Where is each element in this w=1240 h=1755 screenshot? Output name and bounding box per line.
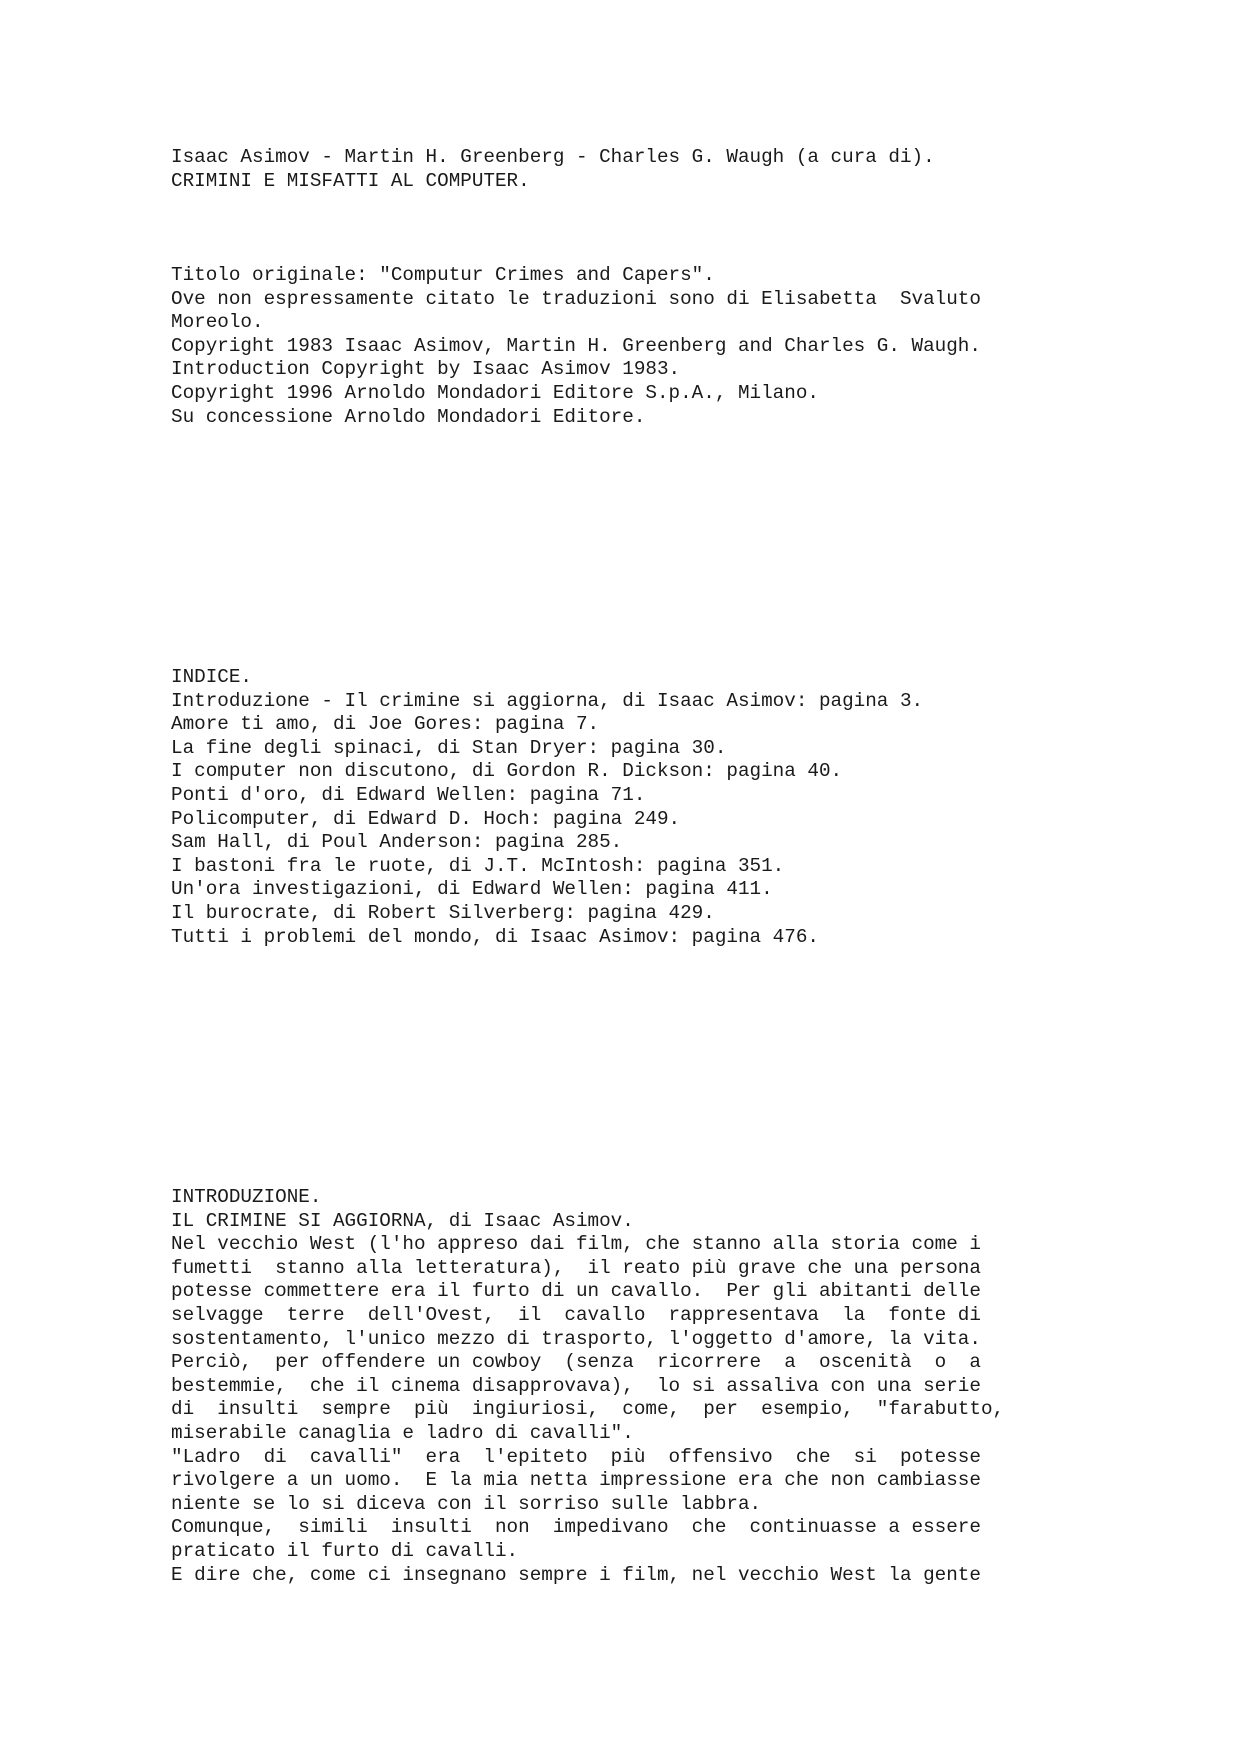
index-entry: I computer non discutono, di Gordon R. Dickson: pagina 40. bbox=[171, 760, 843, 783]
body-text-line: rivolgere a un uomo. E la mia netta impressione era che non cambiasse bbox=[171, 1469, 981, 1492]
body-text-line: di insulti sempre più ingiuriosi, come, per esempio, "farabutto, bbox=[171, 1398, 1005, 1421]
body-text-line: E dire che, come ci insegnano sempre i film, nel vecchio West la gente bbox=[171, 1563, 981, 1586]
body-text-line: potesse commettere era il furto di un cavallo. Per gli abitanti delle bbox=[171, 1280, 981, 1303]
translation-credit-line2: Moreolo. bbox=[171, 311, 264, 334]
body-text-line: niente se lo si diceva con il sorriso sulle labbra. bbox=[171, 1492, 762, 1515]
introduction-heading: INTRODUZIONE. bbox=[171, 1186, 322, 1208]
body-text-line: fumetti stanno alla letteratura), il reato più grave che una persona bbox=[171, 1256, 981, 1279]
book-title: CRIMINI E MISFATTI AL COMPUTER. bbox=[171, 169, 530, 192]
body-text-line: selvagge terre dell'Ovest, il cavallo rappresentava la fonte di bbox=[171, 1303, 981, 1326]
translation-credit-line1: Ove non espressamente citato le traduzioni sono di Elisabetta Svaluto bbox=[171, 287, 981, 310]
body-text-line: miserabile canaglia e ladro di cavalli". bbox=[171, 1421, 634, 1444]
index-entry: I bastoni fra le ruote, di J.T. McIntosh: pagina 351. bbox=[171, 854, 785, 877]
body-text-line: "Ladro di cavalli" era l'epiteto più offensivo che si potesse bbox=[171, 1445, 981, 1468]
original-title: Titolo originale: "Computur Crimes and Capers". bbox=[171, 264, 715, 286]
index-intro-entry: Introduzione - Il crimine si aggiorna, di Isaac Asimov: pagina 3. bbox=[171, 689, 924, 712]
concession-line: Su concessione Arnoldo Mondadori Editore. bbox=[171, 405, 646, 428]
body-text-line: sostentamento, l'unico mezzo di trasporto, l'oggetto d'amore, la vita. bbox=[171, 1327, 981, 1350]
index-heading: INDICE. bbox=[171, 666, 252, 688]
credits-section bbox=[171, 264, 1061, 429]
copyright-line1: Copyright 1983 Isaac Asimov, Martin H. Greenberg and Charles G. Waugh. bbox=[171, 334, 981, 357]
body-text-line: bestemmie, che il cinema disapprovava), lo si assaliva con una serie bbox=[171, 1374, 981, 1397]
body-text-line: Comunque, simili insulti non impedivano che continuasse a essere bbox=[171, 1516, 981, 1539]
introduction-subheading: IL CRIMINE SI AGGIORNA, di Isaac Asimov. bbox=[171, 1209, 634, 1232]
index-entry: Un'ora investigazioni, di Edward Wellen: pagina 411. bbox=[171, 878, 773, 901]
index-entry: Il burocrate, di Robert Silverberg: pagina 429. bbox=[171, 901, 715, 924]
index-entry: Policomputer, di Edward D. Hoch: pagina 249. bbox=[171, 807, 681, 830]
body-text-line: Nel vecchio West (l'ho appreso dai film, che stanno alla storia come i bbox=[171, 1233, 981, 1256]
introduction-section bbox=[171, 1186, 1061, 1587]
index-section bbox=[171, 666, 1061, 949]
index-entry: Sam Hall, di Poul Anderson: pagina 285. bbox=[171, 831, 623, 854]
index-entry: Tutti i problemi del mondo, di Isaac Asimov: pagina 476. bbox=[171, 925, 819, 948]
copyright-line2: Introduction Copyright by Isaac Asimov 1983. bbox=[171, 358, 681, 381]
book-authors: Isaac Asimov - Martin H. Greenberg - Charles G. Waugh (a cura di). bbox=[171, 146, 935, 168]
index-entry: La fine degli spinaci, di Stan Dryer: pagina 30. bbox=[171, 736, 727, 759]
index-entry: Ponti d'oro, di Edward Wellen: pagina 71. bbox=[171, 783, 646, 806]
book-header bbox=[171, 146, 1061, 193]
body-text-line: Perciò, per offendere un cowboy (senza ricorrere a oscenità o a bbox=[171, 1351, 981, 1374]
index-entry: Amore ti amo, di Joe Gores: pagina 7. bbox=[171, 713, 600, 736]
copyright-line3: Copyright 1996 Arnoldo Mondadori Editore S.p.A., Milano. bbox=[171, 381, 819, 404]
body-text-line: praticato il furto di cavalli. bbox=[171, 1539, 519, 1562]
